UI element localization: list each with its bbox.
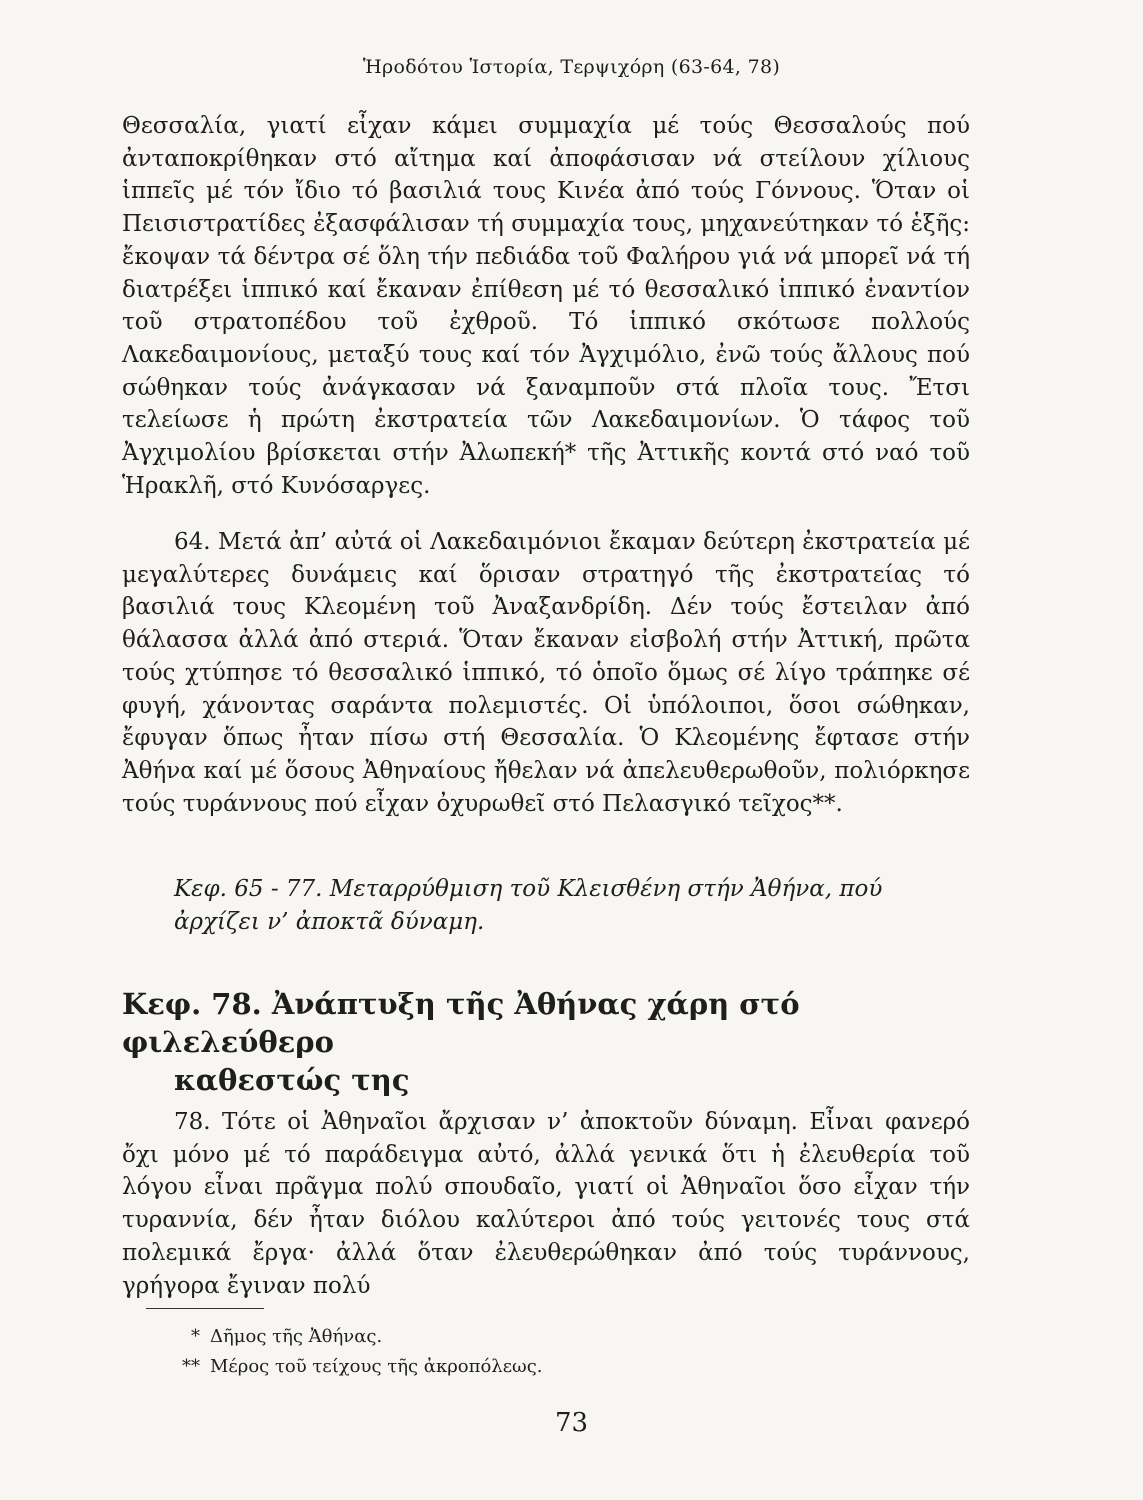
paragraph-text: 78. Τότε οἱ Ἀθηναῖοι ἄρχισαν ν’ ἀποκτοῦν δύναμη. Εἶναι φανερό ὄχι μόνο μέ τό παράδειγμα αὐτό, ἀλλά γενικά ὅτι ἡ ἐλευθερία τοῦ λόγου εἶναι πρᾶγμα πολύ σπουδαῖο, γιατί οἱ Ἀθηναῖοι ὅσο εἶχαν τήν τυραννία, δέν ἦταν διόλου καλύτεροι ἀπό τούς γειτονές τους στά πολεμικά ἔργα· ἀλλά ὅταν ἐλευθερώθηκαν ἀπό τούς τυράννους, γρήγορα ἔγιναν πολύ <box>122 1109 970 1299</box>
footnote-1 <box>160 1322 543 1352</box>
paragraph-63-continued <box>122 110 970 502</box>
heading-line-1: Κεφ. 78. Ἀνάπτυξη τῆς Ἀθήνας χάρη στό φιλελεύθερο <box>122 987 800 1059</box>
footnote-text: Μέρος τοῦ τείχους τῆς ἀκροπόλεως. <box>210 1356 543 1377</box>
footnote-mark: ** <box>182 1356 200 1377</box>
chapter-78-heading <box>122 985 982 1099</box>
paragraph-text: 64. Μετά ἀπ’ αὐτά οἱ Λακεδαιμόνιοι ἔκαμαν δεύτερη ἐκστρατεία μέ μεγαλύτερες δυνάμεις καί ὅρισαν στρατηγό τῆς ἐκστρατείας τό βασιλιά τους Κλεομένη τοῦ Ἀναξανδρίδη. Δέν τούς ἔστειλαν ἀπό θάλασσα ἀλλά ἀπό στεριά. Ὅταν ἔκαναν εἰσβολή στήν Ἀττική, πρῶτα τούς χτύπησε τό θεσσαλικό ἱππικό, τό ὁποῖο ὅμως σέ λίγο τράπηκε σέ φυγή, χάνοντας σαράντα πολεμιστές. Οἱ ὑπόλοιποι, ὅσοι σώθηκαν, ἔφυγαν ὅπως ἦταν πίσω στή Θεσσαλία. Ὁ Κλεομένης ἔφτασε στήν Ἀθήνα καί μέ ὅσους Ἀθηναίους ἤθελαν νά ἀπελευθερωθοῦν, πολιόρκησε τούς τυράννους πού εἶχαν ὀχυρωθεῖ στό Πελασγικό τεῖχος**. <box>122 529 970 817</box>
footnote-divider <box>146 1308 264 1309</box>
running-header: Ἡροδότου Ἱστορία, Τερψιχόρη (63-64, 78) <box>362 56 781 78</box>
footnote-mark: * <box>191 1326 200 1347</box>
paragraph-78 <box>122 1106 970 1302</box>
footnotes <box>160 1322 543 1382</box>
chapter-65-77-summary: Κεφ. 65 - 77. Μεταρρύθμιση τοῦ Κλεισθένη στήν Ἀθήνα, πού ἀρχίζει ν’ ἀποκτᾶ δύναμη. <box>174 876 883 935</box>
paragraph-text: Θεσσαλία, γιατί εἶχαν κάμει συμμαχία μέ τούς Θεσσαλούς πού ἀνταποκρίθηκαν στό αἴτημα καί ἀποφάσισαν νά στείλουν χίλιους ἱππεῖς μέ τόν ἴδιο τό βασιλιά τους Κινέα ἀπό τούς Γόννους. Ὅταν οἱ Πεισιστρατίδες ἐξασφάλισαν τή συμμαχία τους, μηχανεύτηκαν τό ἑξῆς: ἔκοψαν τά δέντρα σέ ὅλη τήν πεδιάδα τοῦ Φαλήρου γιά νά μπορεῖ νά τή διατρέξει ἱππικό καί ἔκαναν ἐπίθεση μέ τό θεσσαλικό ἱππικό ἐναντίον τοῦ στρατοπέδου τοῦ ἐχθροῦ. Τό ἱππικό σκότωσε πολλούς Λακεδαιμονίους, μεταξύ τους καί τόν Ἀγχιμόλιο, ἐνῶ τούς ἄλλους πού σώθηκαν τούς ἀνάγκασαν νά ξαναμποῦν στά πλοῖα τους. Ἔτσι τελείωσε ἡ πρώτη ἐκστρατεία τῶν Λακεδαιμονίων. Ὁ τάφος τοῦ Ἀγχιμολίου βρίσκεται στήν Ἀλωπεκή* τῆς Ἀττικῆς κοντά στό ναό τοῦ Ἡρακλῆ, στό Κυνόσαργες. <box>122 113 970 499</box>
heading-line-2: καθεστώς της <box>174 1063 410 1097</box>
footnote-text: Δῆμος τῆς Ἀθήνας. <box>210 1326 383 1347</box>
footnote-2 <box>160 1352 543 1382</box>
page-number: 73 <box>554 1408 589 1438</box>
paragraph-64 <box>122 526 970 820</box>
